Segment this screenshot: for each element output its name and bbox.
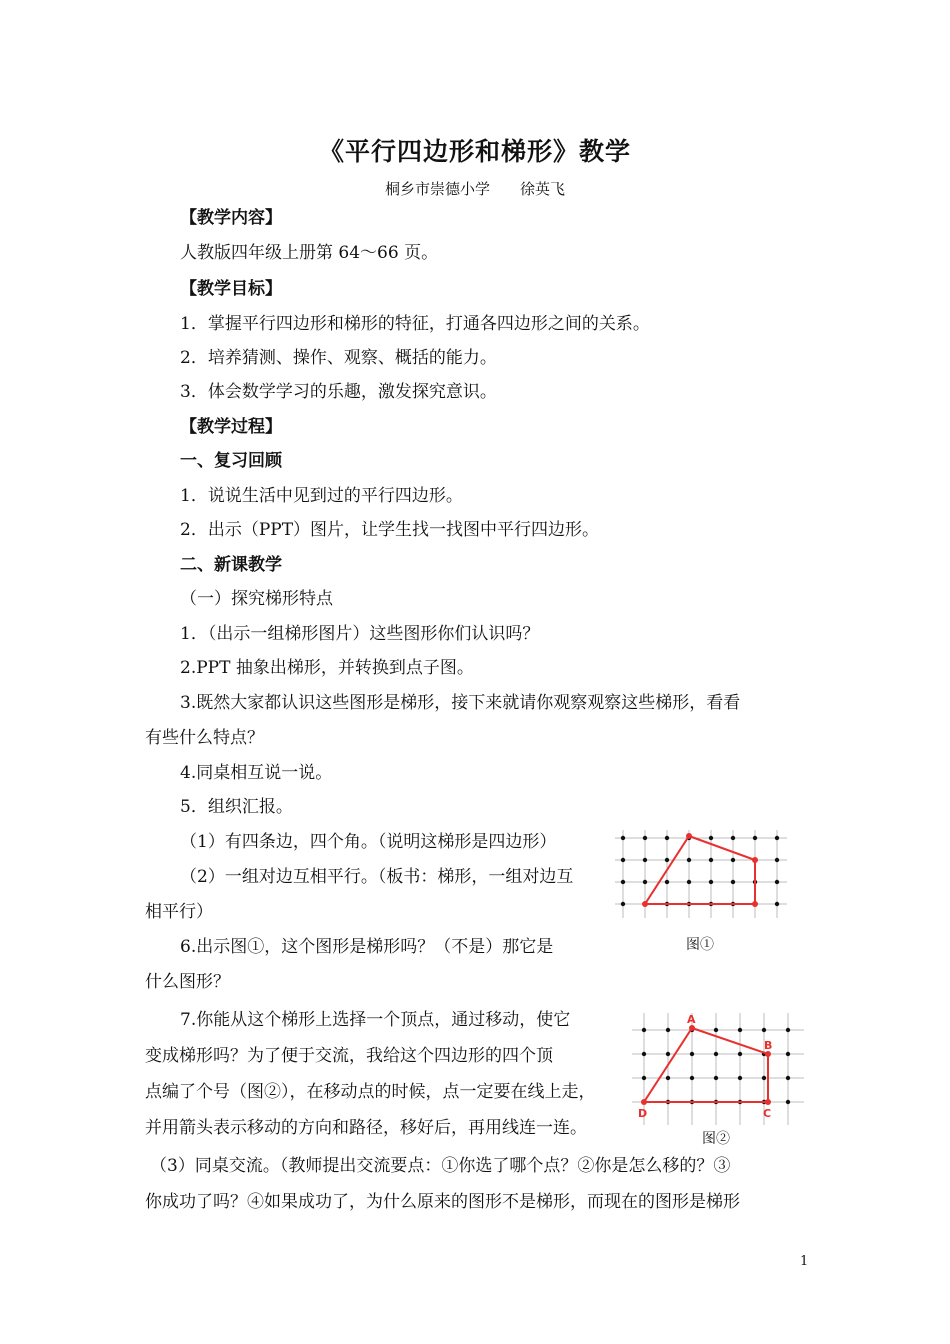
step-7-line-2: 变成梯形吗？为了便于交流，我给这个四边形的四个顶 xyxy=(145,1046,553,1066)
figure-2-quadrilateral xyxy=(644,1028,768,1102)
subsection-trapezoid: （一）探究梯形特点 xyxy=(180,589,333,609)
step-7-line-1: 7.你能从这个梯形上选择一个顶点，通过移动，使它 xyxy=(180,1010,571,1030)
review-1: 1．说说生活中见到过的平行四边形。 xyxy=(180,486,463,506)
figure-2-caption: 图② xyxy=(702,1131,730,1147)
page-number: 1 xyxy=(800,1254,809,1269)
section-review: 一、复习回顾 xyxy=(180,451,282,471)
step-5-item-2-line-1: （2）一组对边互相平行。（板书：梯形，一组对边互 xyxy=(180,867,574,887)
heading-content: 【教学内容】 xyxy=(180,208,282,228)
figure-2-dot-grid xyxy=(632,1005,807,1130)
step-3-line-1: 3.既然大家都认识这些图形是梯形，接下来就请你观察观察这些梯形，看看 xyxy=(180,693,741,713)
step-8-line-1: （3）同桌交流。（教师提出交流要点：①你选了哪个点？②你是怎么移的？③ xyxy=(150,1156,731,1176)
figure-1-dot-grid xyxy=(615,830,790,920)
vertex-label-a: A xyxy=(687,1013,696,1026)
step-2: 2.PPT 抽象出梯形，并转换到点子图。 xyxy=(180,658,474,678)
goal-1: 1．掌握平行四边形和梯形的特征，打通各四边形之间的关系。 xyxy=(180,314,650,334)
step-5: 5．组织汇报。 xyxy=(180,797,293,817)
figure-1-quadrilateral xyxy=(645,836,755,904)
goal-3: 3．体会数学学习的乐趣，激发探究意识。 xyxy=(180,382,497,402)
step-3-line-2: 有些什么特点？ xyxy=(145,728,264,748)
step-8-line-2: 你成功了吗？④如果成功了，为什么原来的图形不是梯形，而现在的图形是梯形 xyxy=(145,1192,740,1212)
step-6-line-1: 6.出示图①，这个图形是梯形吗？（不是）那它是 xyxy=(180,937,554,957)
step-6-line-2: 什么图形？ xyxy=(145,972,230,992)
review-2: 2．出示（PPT）图片，让学生找一找图中平行四边形。 xyxy=(180,520,600,540)
figure-2-vertices xyxy=(641,1025,771,1105)
heading-process: 【教学过程】 xyxy=(180,417,282,437)
step-5-item-1: （1）有四条边，四个角。（说明这梯形是四边形） xyxy=(180,832,557,852)
figure-1-vertices xyxy=(642,833,758,907)
figure-1-caption: 图① xyxy=(686,937,714,953)
step-7-line-4: 并用箭头表示移动的方向和路径，移好后，再用线连一连。 xyxy=(145,1118,587,1138)
content-text: 人教版四年级上册第 64～66 页。 xyxy=(180,243,439,263)
vertex-label-d: D xyxy=(638,1107,648,1120)
step-5-item-2-line-2: 相平行） xyxy=(145,902,213,922)
step-7-line-3: 点编了个号（图②），在移动点的时候，点一定要在线上走， xyxy=(145,1082,596,1102)
vertex-label-c: C xyxy=(763,1107,772,1120)
vertex-label-b: B xyxy=(764,1039,773,1052)
section-new-lesson: 二、新课教学 xyxy=(180,555,282,575)
step-4: 4.同桌相互说一说。 xyxy=(180,763,333,783)
goal-2: 2．培养猜测、操作、观察、概括的能力。 xyxy=(180,348,497,368)
author-line: 桐乡市崇德小学 徐英飞 xyxy=(384,180,565,198)
heading-goals: 【教学目标】 xyxy=(180,279,282,299)
step-1: 1．（出示一组梯形图片）这些图形你们认识吗？ xyxy=(180,624,540,644)
page-title: 《平行四边形和梯形》教学 xyxy=(318,137,631,166)
